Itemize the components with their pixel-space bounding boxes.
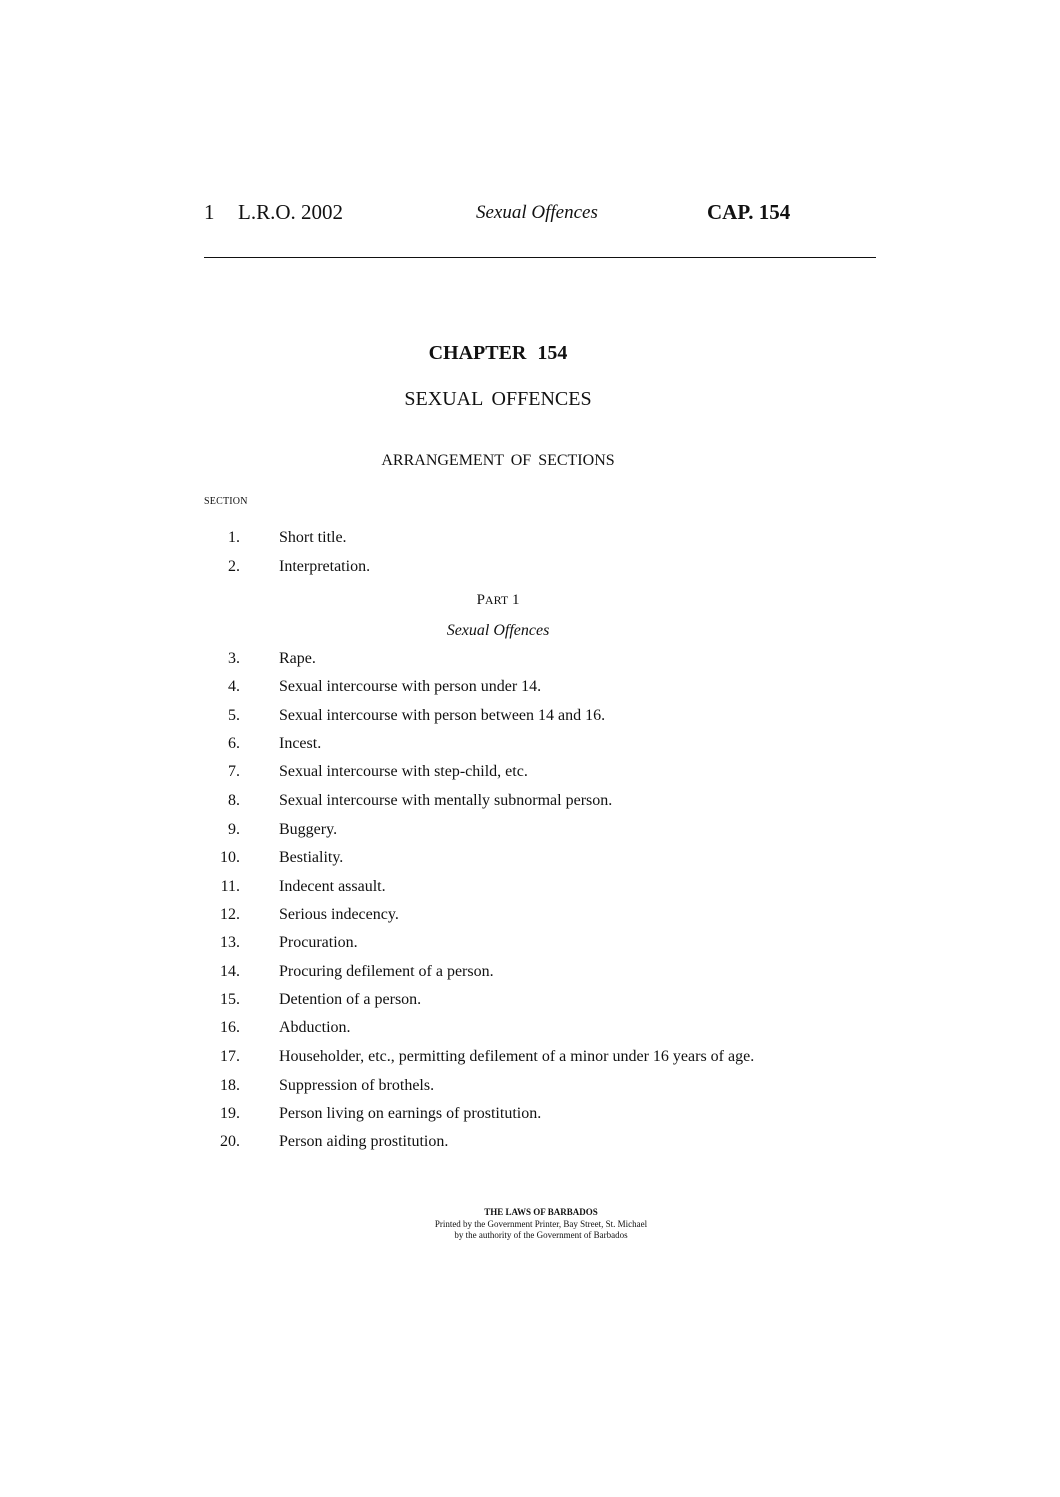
toc-row [0,849,1060,873]
toc-number: 7. [228,763,240,780]
part-number: 1 [511,592,520,608]
toc-number: 3. [228,650,240,667]
section-column-label: SECTION [204,496,248,507]
toc-text: Person living on earnings of prostitution. [279,1105,542,1122]
toc-row [0,878,1060,902]
footer-authority-line: by the authority of the Government of Barbados [454,1230,628,1240]
toc-number: 1. [228,529,240,546]
toc-text: Bestiality. [279,849,344,866]
toc-number: 6. [228,735,240,752]
toc-row [0,934,1060,958]
toc-number: 13. [220,934,240,951]
header-chapter-ref: CAP. 154 [707,200,791,224]
part-heading [0,592,996,609]
toc-number: 17. [220,1048,240,1065]
header-rule [204,257,876,258]
arrangement-heading: ARRANGEMENT OF SECTIONS [381,452,615,469]
toc-row [0,763,1060,787]
toc-text: Procuration. [279,934,358,951]
toc-text: Sexual intercourse with person under 14. [279,678,542,695]
toc-number: 2. [228,558,240,575]
toc-number: 14. [220,963,240,980]
toc-number: 20. [220,1133,240,1150]
toc-number: 11. [220,878,240,895]
toc-row [0,1105,1060,1129]
toc-text: Suppression of brothels. [279,1077,435,1094]
toc-number: 5. [228,707,240,724]
toc-row [0,1048,1060,1072]
toc-number: 18. [220,1077,240,1094]
toc-text: Sexual intercourse with mentally subnormal person. [279,792,613,809]
toc-text: Sexual intercourse with person between 14 and 16. [279,707,606,724]
toc-text: Abduction. [279,1019,351,1036]
toc-number: 19. [220,1105,240,1122]
toc-row [0,963,1060,987]
toc-text: Buggery. [279,821,338,838]
toc-number: 8. [228,792,240,809]
toc-row [0,991,1060,1015]
toc-row [0,529,1060,553]
toc-row [0,678,1060,702]
toc-text: Sexual intercourse with step-child, etc. [279,763,528,780]
toc-text: Interpretation. [279,558,371,575]
toc-number: 12. [220,906,240,923]
toc-text: Rape. [279,650,316,667]
toc-text: Detention of a person. [279,991,422,1008]
toc-row [0,1133,1060,1157]
toc-number: 9. [228,821,240,838]
toc-number: 15. [220,991,240,1008]
toc-text: Short title. [279,529,347,546]
toc-number: 16. [220,1019,240,1036]
part-subtitle: Sexual Offences [446,622,550,639]
toc-row [0,792,1060,816]
toc-row [0,650,1060,674]
toc-number: 10. [220,849,240,866]
toc-row [0,1019,1060,1043]
toc-text: Incest. [279,735,322,752]
toc-row [0,558,1060,582]
toc-row [0,1077,1060,1101]
toc-row [0,735,1060,759]
footer-publication-title: THE LAWS OF BARBADOS [484,1207,598,1217]
toc-text: Person aiding prostitution. [279,1133,449,1150]
toc-number: 4. [228,678,240,695]
toc-row [0,707,1060,731]
act-title: SEXUAL OFFENCES [404,388,592,410]
header-page-number: 1 [204,200,215,224]
toc-row [0,821,1060,845]
chapter-heading: CHAPTER 154 [428,342,568,364]
part-label-rest: ART [484,593,509,607]
header-act-title: Sexual Offences [476,202,598,223]
part-label-initial: P [476,592,485,608]
header-revision: L.R.O. 2002 [238,200,343,224]
toc-text: Serious indecency. [279,906,399,923]
toc-row [0,906,1060,930]
footer-printer-line: Printed by the Government Printer, Bay Street, St. Michael [434,1219,648,1229]
toc-text: Procuring defilement of a person. [279,963,494,980]
toc-text: Indecent assault. [279,878,386,895]
toc-text: Householder, etc., permitting defilement of a minor under 16 years of age. [279,1048,755,1065]
